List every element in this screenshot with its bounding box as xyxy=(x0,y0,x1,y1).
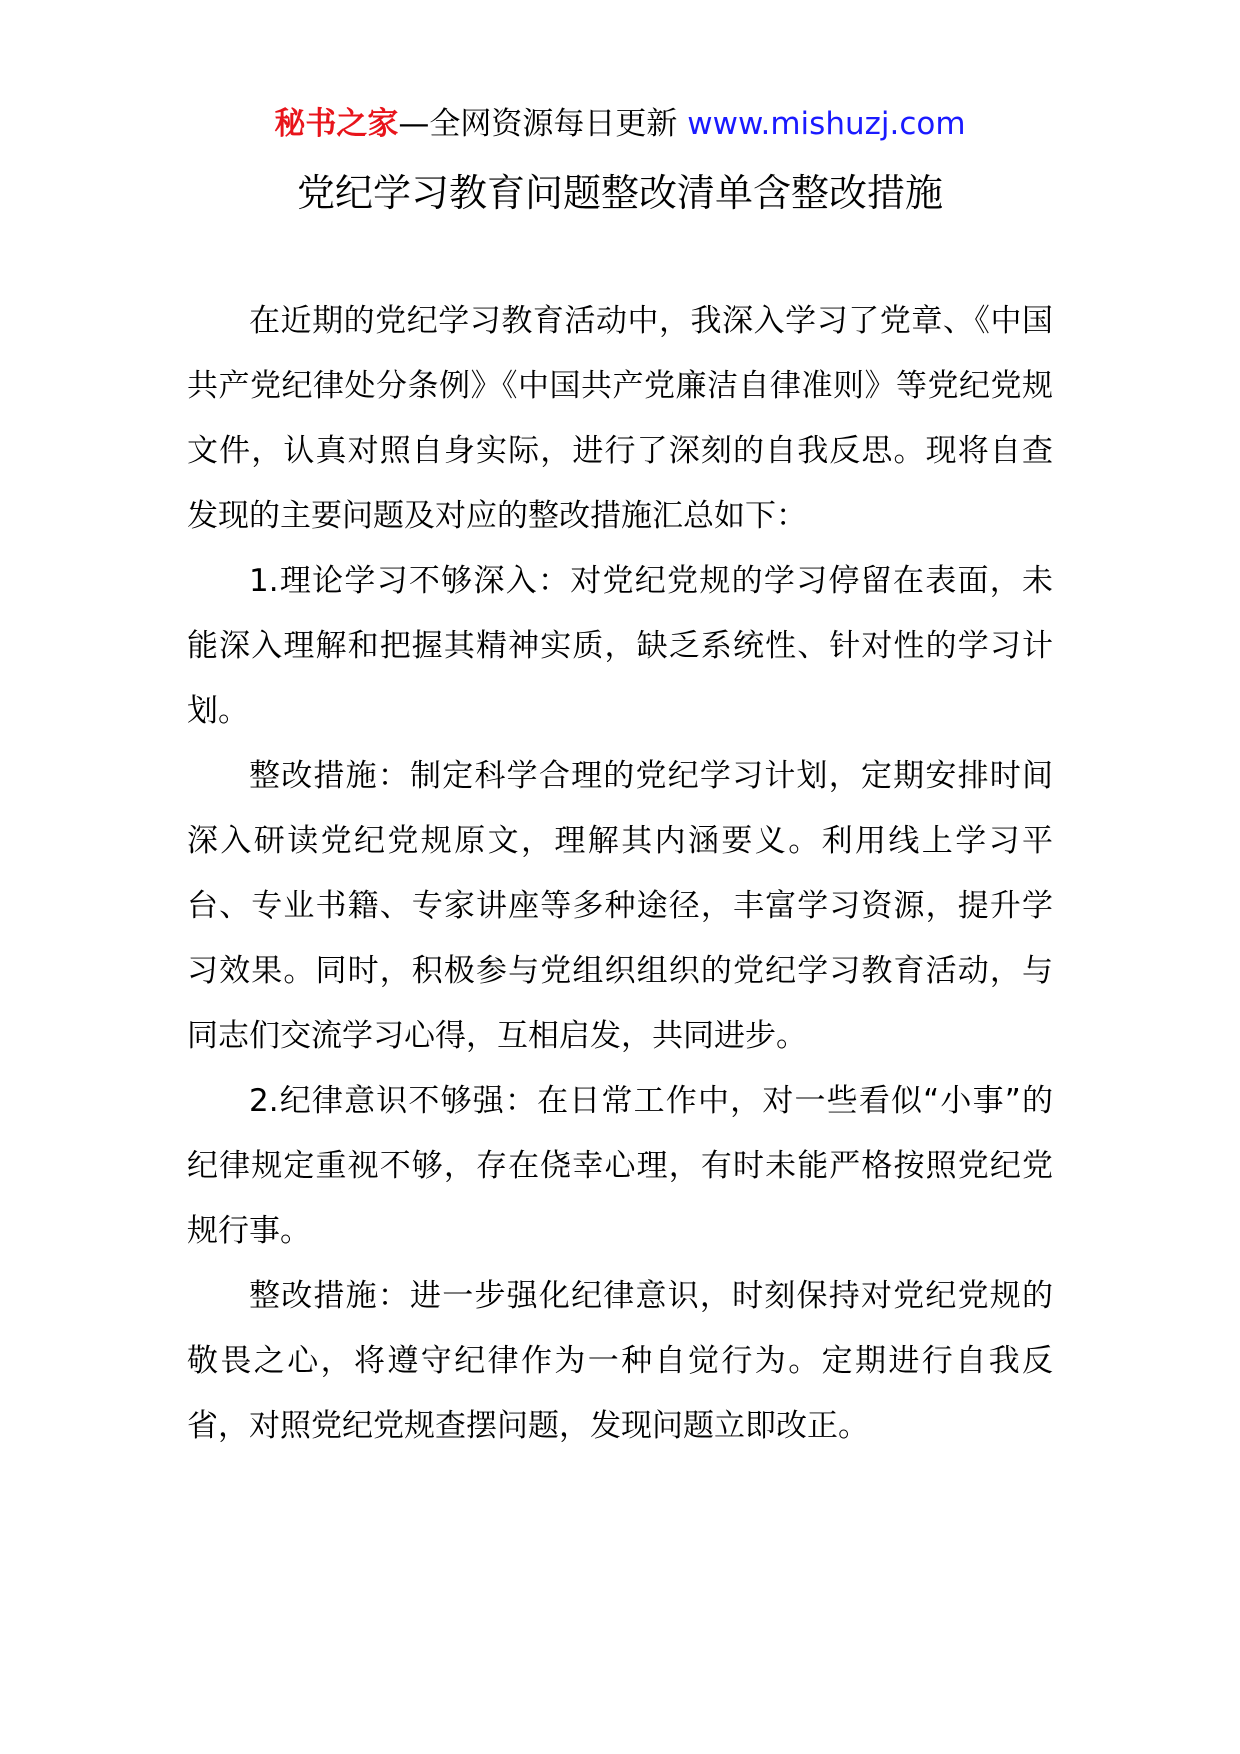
site-url-link[interactable]: www.mishuzj.com xyxy=(687,106,966,142)
document-body xyxy=(187,289,1053,1459)
brand-name: 秘书之家 xyxy=(274,106,399,142)
document-title: 党纪学习教育问题整改清单含整改措施 xyxy=(296,171,943,215)
measure-2-paragraph: 整改措施：进一步强化纪律意识，时刻保持对党纪党规的敬畏之心，将遵守纪律作为一种自觉行为。定期进行自我反省，对照党纪党规查摆问题，发现问题立即改正。 xyxy=(187,1278,1053,1444)
problem-1-paragraph: 1.理论学习不够深入：对党纪党规的学习停留在表面，未能深入理解和把握其精神实质，缺乏系统性、针对性的学习计划。 xyxy=(187,563,1053,729)
intro-paragraph: 在近期的党纪学习教育活动中，我深入学习了党章、《中国共产党纪律处分条例》《中国共产党廉洁自律准则》等党纪党规文件，认真对照自身实际，进行了深刻的自我反思。现将自查发现的主要问题及对应的整改措施汇总如下： xyxy=(187,303,1053,534)
problem-2-paragraph: 2.纪律意识不够强：在日常工作中，对一些看似“小事”的纪律规定重视不够，存在侥幸心理，有时未能严格按照党纪党规行事。 xyxy=(187,1083,1053,1249)
site-slogan: —全网资源每日更新 xyxy=(398,106,688,142)
site-header xyxy=(0,100,1240,148)
measure-1-paragraph: 整改措施：制定科学合理的党纪学习计划，定期安排时间深入研读党纪党规原文，理解其内涵要义。利用线上学习平台、专业书籍、专家讲座等多种途径，丰富学习资源，提升学习效果。同时，积极参与党组织组织的党纪学习教育活动，与同志们交流学习心得，互相启发，共同进步。 xyxy=(187,758,1053,1054)
